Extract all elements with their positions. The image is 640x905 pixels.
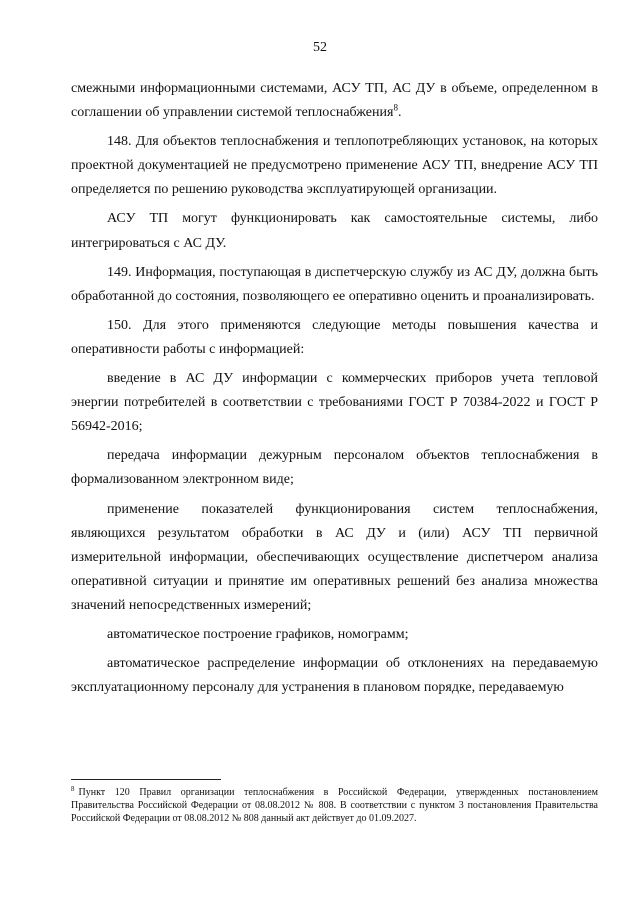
paragraph-list-item-2: передача информации дежурным персоналом объектов теплоснабжения в формализованном электронном виде; bbox=[71, 448, 598, 488]
paragraph-asu-tp: АСУ ТП могут функционировать как самостоятельные системы, либо интегрироваться с АС ДУ. bbox=[71, 211, 598, 251]
paragraph-150: 150. Для этого применяются следующие методы повышения качества и оперативности работы с информацией: bbox=[71, 317, 598, 357]
paragraph-list-item-4: автоматическое построение графиков, номограмм; bbox=[107, 626, 409, 642]
paragraph-list-item-1: введение в АС ДУ информации с коммерческих приборов учета тепловой энергии потребителей в соответствии с требованиями ГОСТ Р 70384-2022 и ГОСТ Р 56942-2016; bbox=[71, 371, 598, 435]
paragraph-1-tail: . bbox=[397, 105, 402, 121]
paragraph-1 bbox=[71, 77, 598, 125]
paragraph-149: 149. Информация, поступающая в диспетчерскую службу из АС ДУ, должна быть обработанной до состояния, позволяющего ее оперативно оценить и проанализировать. bbox=[71, 264, 598, 304]
footnote-reference: 8 bbox=[393, 102, 398, 113]
footnote bbox=[71, 786, 598, 825]
paragraph-148: 148. Для объектов теплоснабжения и теплопотребляющих установок, на которых проектной документацией не предусмотрено применение АСУ ТП, внедрение АСУ ТП определяется по решению руководства эксплуатирующей организации. bbox=[71, 134, 598, 198]
body-text bbox=[71, 77, 598, 705]
footnote-mark: 8 bbox=[71, 784, 75, 793]
paragraph-1-text: смежными информационными системами, АСУ ТП, АС ДУ в объеме, определенном в соглашении об управлении системой теплоснабжения bbox=[71, 81, 598, 121]
footnote-divider bbox=[71, 779, 221, 780]
paragraph-list-item-5: автоматическое распределение информации об отклонениях на передаваемую эксплуатационному персоналу для устранения в плановом порядке, передаваемую bbox=[71, 656, 598, 696]
footnote-text: Пункт 120 Правил организации теплоснабжения в Российской Федерации, утвержденных постановлением Правительства Российской Федерации от 08.08.2012 № 808. В соответствии с пунктом 3 постановления Правительства Российской Федерации от 08.08.2012 № 808 данный акт действует до 01.09.2027. bbox=[71, 787, 598, 824]
paragraph-list-item-3: применение показателей функционирования систем теплоснабжения, являющихся результатом обработки в АС ДУ и (или) АСУ ТП первичной измерительной информации, обеспечивающих осуществление диспетчером анализа оперативной ситуации и принятие им оперативных решений без анализа множества значений непосредственных измерений; bbox=[71, 501, 598, 613]
page-number: 52 bbox=[313, 40, 327, 55]
